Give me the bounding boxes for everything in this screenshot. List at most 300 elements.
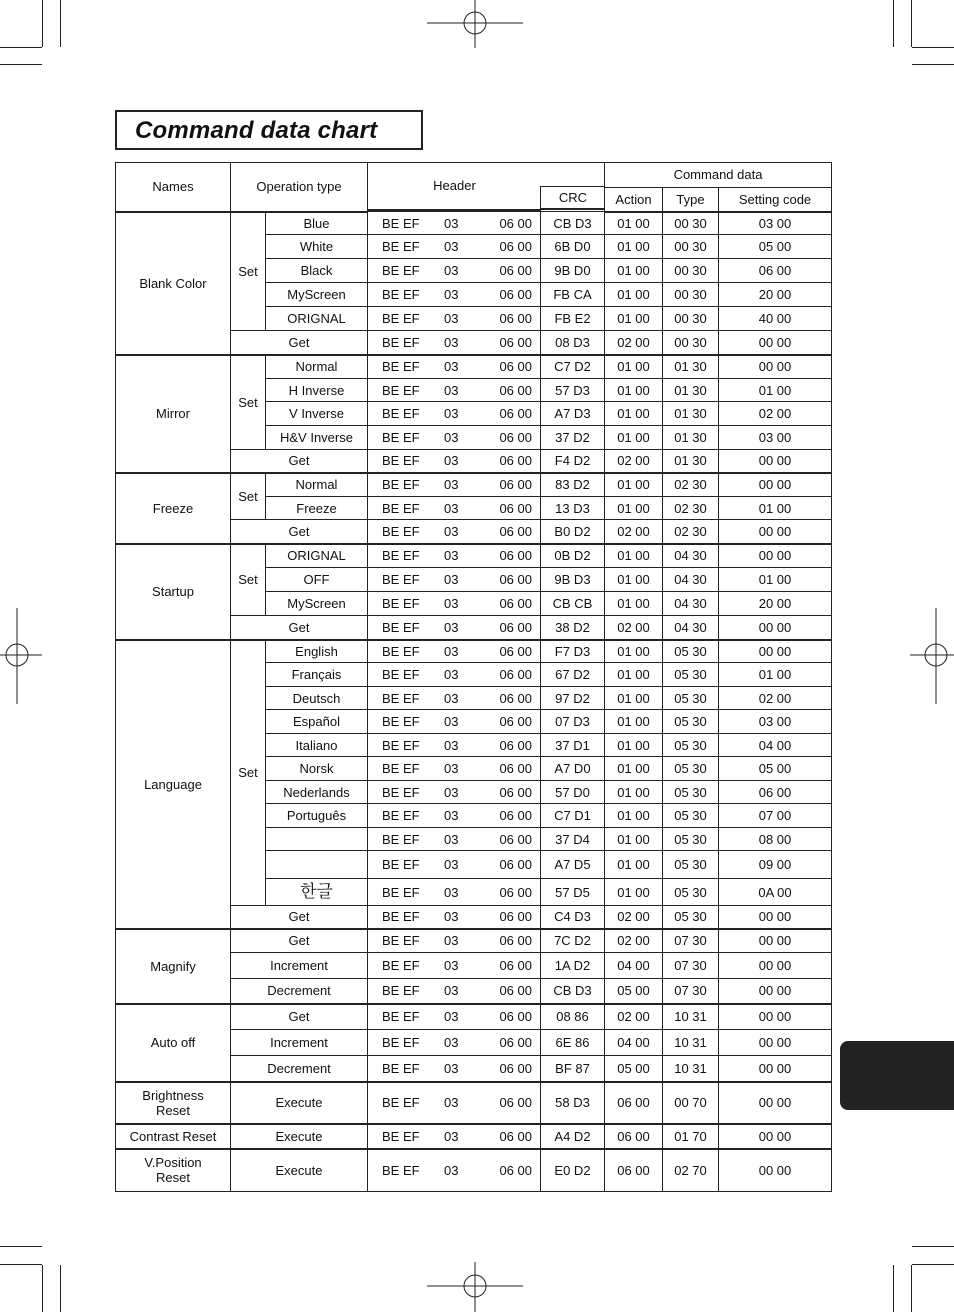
set-label: Set — [231, 640, 266, 906]
table-row — [116, 1082, 832, 1124]
header-bytes-cell — [368, 379, 541, 402]
header-bytes — [368, 785, 540, 800]
action-cell: 05 00 — [605, 979, 663, 1004]
type-cell: 05 30 — [663, 851, 719, 879]
group-name: Freeze — [116, 473, 231, 544]
header-byte-c: 06 00 — [499, 933, 532, 949]
type-cell: 05 30 — [663, 710, 719, 734]
crc-cell: 38 D2 — [541, 616, 605, 640]
header-bytes-cell — [368, 497, 541, 520]
operation-cell: Get — [231, 616, 368, 640]
type-cell: 00 70 — [663, 1082, 719, 1124]
type-cell: 05 30 — [663, 804, 719, 828]
action-cell: 01 00 — [605, 710, 663, 734]
type-cell: 10 31 — [663, 1030, 719, 1056]
header-byte-c: 06 00 — [499, 239, 532, 254]
type-cell: 04 30 — [663, 592, 719, 616]
header-bytes-cell — [368, 426, 541, 450]
header-action: Action — [605, 187, 663, 212]
header-bytes — [368, 933, 540, 948]
header-byte-a: BE EF — [382, 958, 420, 973]
type-cell: 05 30 — [663, 734, 719, 757]
setting-code-cell: 02 00 — [719, 402, 832, 426]
header-byte-c: 06 00 — [499, 1128, 532, 1144]
crc-cell: 83 D2 — [541, 473, 605, 497]
option-cell: Blue — [266, 212, 368, 235]
header-byte-a: BE EF — [382, 690, 420, 706]
header-bytes-cell — [368, 307, 541, 331]
header-crc-label: CRC — [558, 190, 588, 205]
option-cell: H Inverse — [266, 379, 368, 402]
header-byte-b: 03 — [444, 453, 459, 469]
header-byte-a: BE EF — [382, 933, 420, 949]
header-byte-c: 06 00 — [499, 857, 532, 872]
action-cell: 01 00 — [605, 851, 663, 879]
type-cell: 00 30 — [663, 259, 719, 283]
action-cell: 01 00 — [605, 379, 663, 402]
type-cell: 07 30 — [663, 929, 719, 953]
header-bytes-cell — [368, 259, 541, 283]
crc-cell: A7 D5 — [541, 851, 605, 879]
header-bytes — [368, 501, 540, 516]
registration-mark — [0, 608, 50, 704]
header-bytes-cell — [368, 1056, 541, 1082]
header-bytes-cell — [368, 781, 541, 804]
setting-code-cell: 00 00 — [719, 1149, 832, 1192]
header-byte-a: BE EF — [382, 643, 420, 659]
option-cell: H&V Inverse — [266, 426, 368, 450]
header-byte-b: 03 — [444, 983, 459, 999]
header-byte-c: 06 00 — [499, 1060, 532, 1076]
action-cell: 01 00 — [605, 687, 663, 710]
crc-cell: 1A D2 — [541, 953, 605, 979]
crc-cell: A7 D3 — [541, 402, 605, 426]
header-byte-a: BE EF — [382, 884, 420, 900]
header-byte-a: BE EF — [382, 215, 420, 231]
option-cell — [266, 828, 368, 851]
action-cell: 01 00 — [605, 879, 663, 906]
option-cell: Normal — [266, 473, 368, 497]
action-cell: 02 00 — [605, 520, 663, 544]
type-cell: 10 31 — [663, 1004, 719, 1030]
header-bytes — [368, 1009, 540, 1024]
action-cell: 06 00 — [605, 1082, 663, 1124]
header-byte-b: 03 — [444, 1128, 459, 1144]
header-byte-b: 03 — [444, 690, 459, 706]
option-cell: Normal — [266, 355, 368, 379]
crc-cell: 9B D0 — [541, 259, 605, 283]
type-cell: 00 30 — [663, 212, 719, 235]
type-cell: 05 30 — [663, 640, 719, 663]
setting-code-cell: 03 00 — [719, 426, 832, 450]
header-bytes-cell — [368, 544, 541, 568]
header-byte-b: 03 — [444, 382, 459, 398]
type-cell: 01 70 — [663, 1124, 719, 1149]
header-byte-c: 06 00 — [499, 263, 532, 278]
setting-code-cell: 00 00 — [719, 1004, 832, 1030]
header-byte-b: 03 — [444, 596, 459, 611]
option-cell: Nederlands — [266, 781, 368, 804]
header-byte-c: 06 00 — [499, 831, 532, 847]
header-bytes — [368, 335, 540, 350]
option-cell: English — [266, 640, 368, 663]
header-byte-c: 06 00 — [499, 572, 532, 587]
header-byte-c: 06 00 — [499, 1009, 532, 1025]
header-bytes-cell — [368, 450, 541, 473]
action-cell: 01 00 — [605, 235, 663, 259]
header-byte-c: 06 00 — [499, 500, 532, 516]
header-bytes — [368, 383, 540, 398]
setting-code-cell: 06 00 — [719, 259, 832, 283]
type-cell: 02 70 — [663, 1149, 719, 1192]
type-cell: 00 30 — [663, 283, 719, 307]
header-bytes — [368, 1035, 540, 1050]
option-cell: ORIGNAL — [266, 544, 368, 568]
header-bytes-cell — [368, 710, 541, 734]
action-cell: 04 00 — [605, 1030, 663, 1056]
header-byte-a: BE EF — [382, 714, 420, 729]
header-byte-c: 06 00 — [499, 737, 532, 753]
header-byte-b: 03 — [444, 737, 459, 753]
crc-cell: C7 D1 — [541, 804, 605, 828]
registration-mark — [427, 1262, 527, 1312]
crc-cell: 0B D2 — [541, 544, 605, 568]
header-bytes-cell — [368, 402, 541, 426]
header-bytes — [368, 359, 540, 374]
header-byte-c: 06 00 — [499, 784, 532, 800]
header-bytes — [368, 239, 540, 254]
option-cell: Norsk — [266, 757, 368, 781]
header-byte-b: 03 — [444, 643, 459, 659]
header-byte-a: BE EF — [382, 311, 420, 326]
crc-cell: 7C D2 — [541, 929, 605, 953]
header-byte-c: 06 00 — [499, 714, 532, 729]
group-name: Auto off — [116, 1004, 231, 1082]
setting-code-cell: 00 00 — [719, 1082, 832, 1124]
type-cell: 05 30 — [663, 757, 719, 781]
setting-code-cell: 05 00 — [719, 757, 832, 781]
header-bytes — [368, 808, 540, 823]
header-byte-a: BE EF — [382, 359, 420, 375]
option-cell: Black — [266, 259, 368, 283]
header-byte-b: 03 — [444, 1095, 459, 1110]
header-byte-b: 03 — [444, 784, 459, 800]
type-cell: 04 30 — [663, 568, 719, 592]
header-names: Names — [116, 163, 231, 212]
header-byte-a: BE EF — [382, 500, 420, 516]
operation-cell: Get — [231, 450, 368, 473]
crc-cell: 08 86 — [541, 1004, 605, 1030]
action-cell: 01 00 — [605, 757, 663, 781]
header-bytes-cell — [368, 1030, 541, 1056]
header-header-label: Header — [433, 178, 476, 193]
action-cell: 02 00 — [605, 1004, 663, 1030]
setting-code-cell: 01 00 — [719, 663, 832, 687]
header-byte-b: 03 — [444, 311, 459, 326]
action-cell: 01 00 — [605, 640, 663, 663]
header-byte-a: BE EF — [382, 983, 420, 999]
option-cell: Español — [266, 710, 368, 734]
header-bytes — [368, 548, 540, 563]
option-cell: Français — [266, 663, 368, 687]
setting-code-cell: 01 00 — [719, 568, 832, 592]
header-byte-b: 03 — [444, 909, 459, 925]
option-cell: Italiano — [266, 734, 368, 757]
header-bytes-cell — [368, 1149, 541, 1192]
setting-code-cell: 00 00 — [719, 640, 832, 663]
set-label: Set — [231, 544, 266, 616]
table-row — [116, 929, 832, 953]
header-byte-c: 06 00 — [499, 667, 532, 682]
option-cell: Deutsch — [266, 687, 368, 710]
header-byte-c: 06 00 — [499, 453, 532, 469]
action-cell: 01 00 — [605, 568, 663, 592]
type-cell: 02 30 — [663, 473, 719, 497]
group-name: Magnify — [116, 929, 231, 1004]
setting-code-cell: 00 00 — [719, 906, 832, 929]
header-bytes — [368, 983, 540, 998]
set-label: Set — [231, 212, 266, 331]
crc-cell: F4 D2 — [541, 450, 605, 473]
header-bytes-cell — [368, 734, 541, 757]
operation-cell: Get — [231, 1004, 368, 1030]
header-bytes-cell — [368, 1004, 541, 1030]
group-name: V.Position Reset — [116, 1149, 231, 1192]
header-bytes — [368, 644, 540, 659]
crc-cell: 97 D2 — [541, 687, 605, 710]
operation-cell: Get — [231, 906, 368, 929]
type-cell: 05 30 — [663, 906, 719, 929]
header-byte-c: 06 00 — [499, 596, 532, 611]
header-bytes — [368, 620, 540, 635]
setting-code-cell: 0A 00 — [719, 879, 832, 906]
header-bytes — [368, 596, 540, 611]
operation-cell: Increment — [231, 953, 368, 979]
crc-cell: 9B D3 — [541, 568, 605, 592]
table-row — [116, 544, 832, 568]
header-bytes-cell — [368, 640, 541, 663]
type-cell: 05 30 — [663, 663, 719, 687]
header-bytes — [368, 857, 540, 872]
type-cell: 01 30 — [663, 402, 719, 426]
header-byte-c: 06 00 — [499, 1095, 532, 1110]
action-cell: 02 00 — [605, 450, 663, 473]
crc-cell: E0 D2 — [541, 1149, 605, 1192]
header-byte-b: 03 — [444, 430, 459, 445]
header-bytes — [368, 1163, 540, 1178]
header-byte-c: 06 00 — [499, 215, 532, 231]
header-byte-b: 03 — [444, 1060, 459, 1076]
setting-code-cell: 20 00 — [719, 592, 832, 616]
setting-code-cell: 03 00 — [719, 212, 832, 235]
crc-cell: 13 D3 — [541, 497, 605, 520]
action-cell: 01 00 — [605, 355, 663, 379]
crc-cell: C4 D3 — [541, 906, 605, 929]
setting-code-cell: 00 00 — [719, 616, 832, 640]
header-byte-a: BE EF — [382, 857, 420, 872]
crc-cell: CB D3 — [541, 212, 605, 235]
header-bytes-cell — [368, 953, 541, 979]
header-byte-b: 03 — [444, 477, 459, 493]
option-cell: 한글 — [266, 879, 368, 906]
crc-cell: 37 D1 — [541, 734, 605, 757]
crc-cell: 6E 86 — [541, 1030, 605, 1056]
header-byte-b: 03 — [444, 808, 459, 823]
crc-cell: 37 D4 — [541, 828, 605, 851]
action-cell: 01 00 — [605, 592, 663, 616]
operation-cell: Execute — [231, 1149, 368, 1192]
action-cell: 02 00 — [605, 616, 663, 640]
crc-cell: 67 D2 — [541, 663, 605, 687]
type-cell: 01 30 — [663, 379, 719, 402]
header-byte-a: BE EF — [382, 808, 420, 823]
type-cell: 00 30 — [663, 235, 719, 259]
header-bytes — [368, 430, 540, 445]
table-row — [116, 1004, 832, 1030]
setting-code-cell: 00 00 — [719, 355, 832, 379]
type-cell: 01 30 — [663, 355, 719, 379]
action-cell: 05 00 — [605, 1056, 663, 1082]
header-byte-b: 03 — [444, 334, 459, 350]
crc-cell: F7 D3 — [541, 640, 605, 663]
setting-code-cell: 04 00 — [719, 734, 832, 757]
header-byte-c: 06 00 — [499, 548, 532, 564]
option-cell: Português — [266, 804, 368, 828]
header-bytes-cell — [368, 663, 541, 687]
crc-cell: FB CA — [541, 283, 605, 307]
header-byte-a: BE EF — [382, 239, 420, 254]
header-bytes — [368, 738, 540, 753]
header-bytes-cell — [368, 283, 541, 307]
header-byte-a: BE EF — [382, 909, 420, 925]
crc-cell: CB CB — [541, 592, 605, 616]
setting-code-cell: 08 00 — [719, 828, 832, 851]
header-byte-b: 03 — [444, 1035, 459, 1050]
header-bytes — [368, 216, 540, 231]
type-cell: 05 30 — [663, 879, 719, 906]
header-bytes — [368, 453, 540, 468]
option-cell: Freeze — [266, 497, 368, 520]
setting-code-cell: 00 00 — [719, 1124, 832, 1149]
header-byte-b: 03 — [444, 263, 459, 278]
operation-cell: Get — [231, 331, 368, 355]
type-cell: 05 30 — [663, 828, 719, 851]
setting-code-cell: 00 00 — [719, 929, 832, 953]
header-bytes — [368, 263, 540, 278]
header-bytes-cell — [368, 879, 541, 906]
header-byte-c: 06 00 — [499, 311, 532, 326]
header-byte-b: 03 — [444, 619, 459, 635]
operation-cell: Increment — [231, 1030, 368, 1056]
setting-code-cell: 03 00 — [719, 710, 832, 734]
header-byte-c: 06 00 — [499, 619, 532, 635]
type-cell: 01 30 — [663, 426, 719, 450]
header-bytes-cell — [368, 804, 541, 828]
header-byte-a: BE EF — [382, 1060, 420, 1076]
setting-code-cell: 00 00 — [719, 520, 832, 544]
header-byte-b: 03 — [444, 500, 459, 516]
header-byte-b: 03 — [444, 714, 459, 729]
header-bytes-cell — [368, 212, 541, 235]
action-cell: 01 00 — [605, 663, 663, 687]
header-byte-b: 03 — [444, 884, 459, 900]
header-byte-a: BE EF — [382, 334, 420, 350]
operation-cell: Decrement — [231, 1056, 368, 1082]
type-cell: 01 30 — [663, 450, 719, 473]
action-cell: 02 00 — [605, 906, 663, 929]
header-bytes-cell — [368, 828, 541, 851]
header-byte-a: BE EF — [382, 548, 420, 564]
header-byte-c: 06 00 — [499, 359, 532, 375]
header-byte-a: BE EF — [382, 430, 420, 445]
header-bytes-cell — [368, 979, 541, 1004]
header-byte-c: 06 00 — [499, 523, 532, 539]
registration-mark — [427, 0, 527, 50]
action-cell: 06 00 — [605, 1124, 663, 1149]
header-byte-c: 06 00 — [499, 406, 532, 421]
crc-cell: C7 D2 — [541, 355, 605, 379]
operation-cell: Execute — [231, 1082, 368, 1124]
type-cell: 00 30 — [663, 307, 719, 331]
header-byte-a: BE EF — [382, 1009, 420, 1025]
type-cell: 07 30 — [663, 953, 719, 979]
setting-code-cell: 02 00 — [719, 687, 832, 710]
group-name: Language — [116, 640, 231, 929]
setting-code-cell: 00 00 — [719, 473, 832, 497]
crc-cell: 57 D3 — [541, 379, 605, 402]
header-bytes-cell — [368, 568, 541, 592]
header-byte-b: 03 — [444, 667, 459, 682]
action-cell: 01 00 — [605, 828, 663, 851]
header-byte-c: 06 00 — [499, 643, 532, 659]
header-byte-b: 03 — [444, 933, 459, 949]
header-byte-c: 06 00 — [499, 690, 532, 706]
header-byte-b: 03 — [444, 523, 459, 539]
header-bytes-cell — [368, 1082, 541, 1124]
header-byte-c: 06 00 — [499, 1035, 532, 1050]
setting-code-cell: 00 00 — [719, 1056, 832, 1082]
header-byte-a: BE EF — [382, 453, 420, 469]
setting-code-cell: 00 00 — [719, 1030, 832, 1056]
header-operation-type: Operation type — [231, 163, 368, 212]
header-bytes-cell — [368, 757, 541, 781]
header-command-data: Command data — [605, 163, 832, 188]
table-row — [116, 1124, 832, 1149]
header-bytes-cell — [368, 851, 541, 879]
action-cell: 01 00 — [605, 259, 663, 283]
header-byte-a: BE EF — [382, 619, 420, 635]
title-box — [115, 110, 423, 150]
action-cell: 01 00 — [605, 426, 663, 450]
setting-code-cell: 01 00 — [719, 497, 832, 520]
header-byte-c: 06 00 — [499, 983, 532, 999]
set-label: Set — [231, 473, 266, 520]
header-byte-c: 06 00 — [499, 334, 532, 350]
header-bytes-cell — [368, 520, 541, 544]
header-bytes-cell — [368, 616, 541, 640]
header-bytes — [368, 667, 540, 682]
crc-cell: BF 87 — [541, 1056, 605, 1082]
crc-cell: 37 D2 — [541, 426, 605, 450]
header-byte-a: BE EF — [382, 831, 420, 847]
operation-cell: Get — [231, 520, 368, 544]
header-byte-b: 03 — [444, 406, 459, 421]
operation-cell: Decrement — [231, 979, 368, 1004]
action-cell: 01 00 — [605, 804, 663, 828]
type-cell: 10 31 — [663, 1056, 719, 1082]
header-byte-c: 06 00 — [499, 382, 532, 398]
set-label: Set — [231, 355, 266, 450]
